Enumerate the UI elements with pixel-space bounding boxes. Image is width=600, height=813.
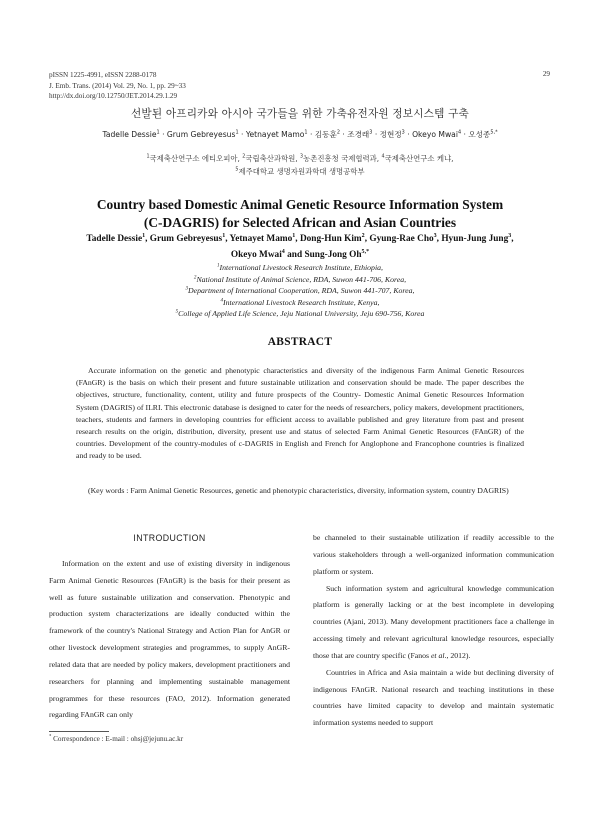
english-title	[0, 196, 600, 231]
english-author-name: Okeyo Mwai	[230, 249, 282, 260]
english-affiliation-mark: 5	[175, 308, 179, 315]
english-author-affiliation-mark: 1	[142, 232, 146, 239]
korean-author-name: 김동훈	[314, 130, 337, 139]
korean-author-affiliation-mark: 3	[401, 129, 405, 136]
english-affiliation-line	[0, 308, 600, 320]
korean-affiliation-mark: 1	[146, 154, 150, 160]
introduction-paragraph-1: Information on the extent and use of existing diversity in indigenous Farm Animal Genetic Resources (FAnGR) is the basis for their present as well as future sustainable utilization and conservation. Phenotypic and production system characterizations are ideally conducted within the framework of the country's National Strategy and Action Plan for AnGR or other livestock development strategies and programmes, to supply AnGR-related data that are needed by policy makers, development practitioners and researchers for planning and implementing sustainable management programmes for these resources (FAO, 2012). Information generated regarding FAnGR can only	[49, 558, 290, 720]
column-right	[313, 530, 554, 732]
english-author-name: Yetnayet Mamo	[229, 234, 293, 244]
page-number: 29	[542, 70, 550, 78]
column-left	[49, 530, 290, 724]
english-affiliation-text: International Livestock Research Institute, Ethiopia,	[219, 263, 383, 272]
introduction-heading: INTRODUCTION	[133, 533, 206, 543]
english-author-affiliation-mark: 2	[361, 232, 365, 239]
korean-author-name: 정현정	[379, 130, 402, 139]
korean-affiliation-mark: 4	[381, 154, 385, 160]
doi-link[interactable]: http://dx.doi.org/10.12750/JET.2014.29.1.29	[49, 92, 178, 100]
korean-author-name: Okeyo Mwai	[412, 130, 458, 139]
english-author-name: Tadelle Dessie	[86, 234, 143, 244]
english-author-affiliation-mark: 5,*	[361, 248, 370, 255]
journal-citation: J. Emb. Trans. (2014) Vol. 29, No. 1, pp. 29~33	[49, 81, 186, 90]
korean-affiliations-line-1	[0, 153, 600, 166]
korean-author-name: 조경래	[347, 130, 370, 139]
abstract-heading: ABSTRACT	[267, 336, 333, 348]
abstract-body: Accurate information on the genetic and phenotypic characteristics and diversity of the indigenous Farm Animal Genetic Resources (FAnGR) is the basis on which their present and future sustainable utilization and conservation should be made. The paper describes the objectives, structure, functionality, content, utility and future prospects of the Country- Domestic Animal Genetic Resources Information System (DAGRIS) of ILRI. This electronic database is designed to cater for the needs of researchers, policy makers, development practitioners, teachers, students and farmers in developing countries for efficient access to available published and grey literature from past and present research results on the origin, distribution, diversity, present use and status of selected Farm Animal Genetic Resources (FAnGR) of the countries. Development of the country-modules of c-DAGRIS in English and French for Anglophone and Francophone countries is finalized and ready to be used.	[76, 366, 524, 461]
korean-affiliation-text: 제주대학교 생명자원과학대 생명공학부	[238, 166, 365, 176]
footnote-text: Correspondence : E-mail : ohsj@jejunu.ac.kr	[51, 735, 184, 743]
korean-author-affiliation-mark: 3	[369, 129, 373, 136]
english-author-affiliation-mark: 3	[433, 232, 437, 239]
korean-title: 선발된 아프리카와 아시아 국가들을 위한 가축유전자원 정보시스템 구축	[131, 108, 469, 120]
english-author-name: Grum Gebreyesus	[149, 234, 223, 244]
issn-line: pISSN 1225-4991, eISSN 2288-0178	[49, 71, 157, 79]
korean-author-name: Tadelle Dessie	[102, 130, 157, 139]
english-affiliation-line	[0, 274, 600, 286]
keywords-text: (Key words : Farm Animal Genetic Resources, genetic and phenotypic characteristics, diversity, information system, country DAGRIS)	[88, 486, 509, 495]
english-affiliation-mark: 3	[185, 285, 189, 292]
english-affiliation-mark: 4	[220, 297, 224, 304]
english-authors	[60, 232, 540, 263]
english-affiliations	[0, 262, 600, 320]
english-author-affiliation-mark: 4	[281, 248, 285, 255]
korean-authors: Tadelle Dessie$^1$ · Grum Gebreyesus$^1$ · Yetnayet Mamo$^1$ · 김동훈$^2$ · 조경래$^3$ · 정현정$^3$ · Okeyo Mwai$^4$ · 오성종$^{5,*}$	[102, 129, 498, 139]
introduction-paragraph-2	[313, 581, 554, 665]
introduction-paragraph-3: Countries in Africa and Asia maintain a wide but declining diversity of indigenous FAnGR. National research and teaching institutions in these countries have limited capacity to develop and maintain systematic information systems needed to support	[313, 667, 554, 728]
korean-author-affiliation-mark: 1	[235, 129, 239, 136]
english-author-name: Gyung-Rae Cho	[369, 234, 434, 244]
korean-author-affiliation-mark: 1	[304, 129, 308, 136]
introduction-paragraph-1-continued: be channeled to their sustainable utilization if readily accessible to the various stakeholders through a well-organized information communication platform or system.	[313, 533, 554, 576]
english-author-affiliation-mark: 1	[222, 232, 226, 239]
keywords	[88, 485, 528, 497]
footnote	[49, 735, 183, 743]
english-affiliation-text: College of Applied Life Science, Jeju National University, Jeju 690-756, Korea	[178, 309, 425, 319]
english-affiliation-text: National Institute of Animal Science, RDA, Suwon 441-706, Korea,	[196, 274, 407, 284]
english-author-affiliation-mark: 1	[292, 232, 296, 239]
english-author-name: Sung-Jong Oh	[304, 249, 362, 260]
korean-author-name: Grum Gebreyesus	[166, 130, 236, 139]
et-al: et al	[430, 650, 445, 660]
english-author-name: Hyun-Jung Jung	[441, 234, 509, 244]
english-title-line-1: Country based Domestic Animal Genetic Resource Information System	[96, 197, 504, 212]
korean-affiliation-text: 국제축산연구소 케냐,	[384, 154, 454, 163]
korean-author-name: 오성종	[468, 130, 491, 139]
english-authors-line-1: Tadelle Dessie$^1$, Grum Gebreyesus$^1$, Yetnayet Mamo$^1$, Dong-Hun Kim$^2$, Gyung-Rae Cho$^3$, Hyun-Jung Jung$^3$,	[86, 232, 514, 244]
english-affiliation-line	[0, 262, 600, 274]
english-affiliation-text: Department of International Cooperation, RDA, Suwon 441-707, Korea,	[188, 286, 415, 296]
footnote-mark: *	[49, 734, 52, 740]
english-affiliation-line	[0, 285, 600, 297]
korean-affiliation-text: 국립축산과학원,	[245, 154, 300, 163]
footnote-rule	[49, 731, 109, 732]
paragraph-2-tail: ., 2012).	[444, 650, 471, 660]
korean-author-affiliation-mark: 5,*	[490, 129, 498, 136]
english-affiliation-line	[0, 297, 600, 309]
paragraph-2-text: Such information system and agricultural knowledge communication platform is generally lacking or at the best incomplete in developing countries (Ajani, 2013). Many development practitioners face a challenge in accessing timely and relevant agricultural knowledge resources, especially those that are country specific (Fanos	[313, 583, 554, 660]
korean-author-affiliation-mark: 1	[156, 129, 160, 136]
english-author-affiliation-mark: 3	[508, 232, 512, 239]
korean-affiliation-mark: 3	[300, 154, 304, 160]
english-affiliation-text: International Livestock Research Institute, Kenya,	[223, 297, 380, 307]
english-affiliation-mark: 2	[193, 274, 197, 280]
english-authors-line-2: Okeyo Mwai$^4$ and Sung-Jong $Oh^{5,*}$	[230, 248, 370, 260]
korean-affiliation-mark: 5	[235, 167, 239, 173]
korean-affiliations-line-2	[0, 166, 600, 179]
english-affiliation-mark: 1	[217, 262, 220, 269]
korean-affiliation-text: 국제축산연구소 에티오피아,	[149, 154, 243, 163]
korean-affiliation-text: 농촌진흥청 국제협력과,	[303, 154, 382, 163]
korean-author-affiliation-mark: 2	[336, 129, 340, 136]
korean-affiliation-mark: 2	[242, 154, 246, 160]
korean-affiliations	[0, 153, 600, 178]
journal-header	[49, 70, 186, 102]
english-author-name: Dong-Hun Kim	[299, 234, 362, 244]
english-title-line-2: (C-DAGRIS) for Selected African and Asian Countries	[143, 214, 457, 230]
korean-author-name: Yetnayet Mamo	[245, 130, 305, 139]
korean-author-affiliation-mark: 4	[457, 129, 462, 136]
